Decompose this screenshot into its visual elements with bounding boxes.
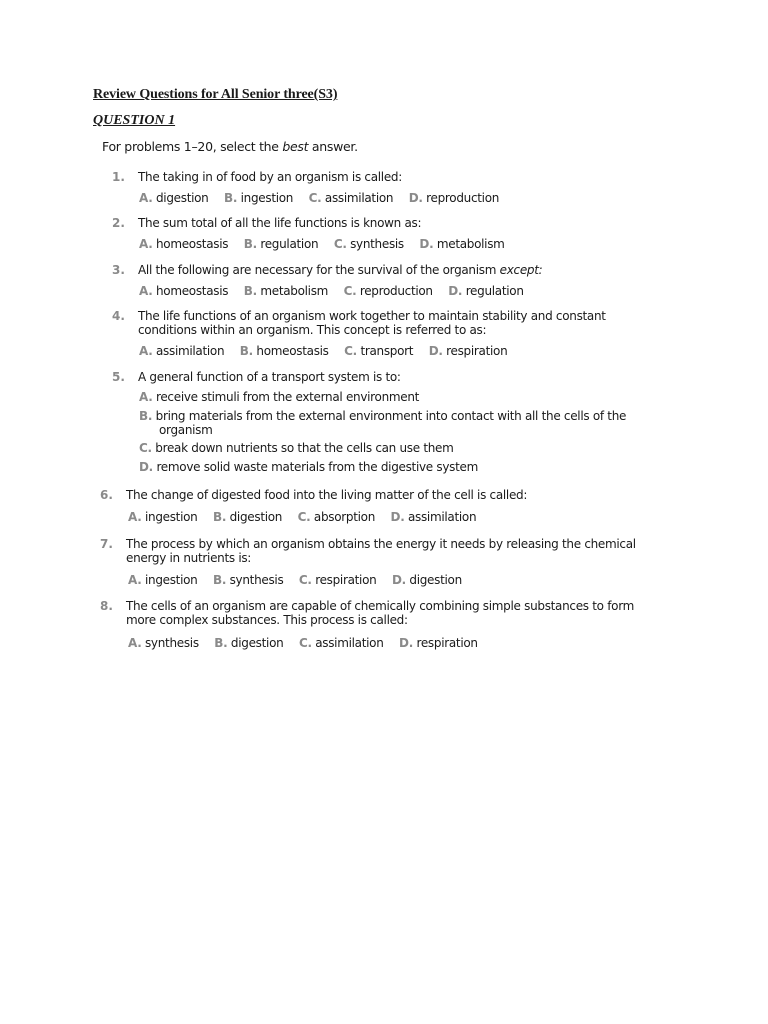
answer-options (139, 284, 536, 298)
option-text: assimilation (407, 510, 477, 524)
option-b[interactable] (244, 284, 328, 298)
option-c[interactable] (334, 237, 404, 251)
question-number: 5. (112, 370, 125, 384)
option-letter: C. (344, 344, 357, 358)
option-d[interactable] (139, 460, 659, 474)
question-number: 8. (100, 599, 113, 613)
option-b[interactable] (213, 573, 283, 587)
answer-options (139, 237, 517, 251)
option-text-continued: organism (159, 423, 213, 437)
option-d[interactable] (429, 344, 508, 358)
option-letter: C. (298, 636, 312, 650)
option-letter: D. (391, 573, 406, 587)
question-text (138, 263, 542, 277)
instructions-text: For problems 1–20, select the (102, 139, 283, 154)
option-letter: C. (297, 510, 311, 524)
option-letter: D. (399, 636, 413, 650)
option-text: digestion (230, 636, 284, 650)
option-text: synthesis (229, 573, 284, 587)
option-c[interactable] (298, 510, 375, 524)
option-text: synthesis (144, 636, 199, 650)
option-text: regulation (260, 237, 319, 251)
instructions-text-end: answer. (308, 139, 358, 154)
option-text: transport (360, 344, 414, 358)
option-text: respiration (315, 573, 377, 587)
question-text-line-1: The life functions of an organism work together to maintain stability and constant (138, 309, 606, 323)
option-letter: C. (343, 284, 357, 298)
option-letter: D. (139, 460, 153, 474)
option-text: homeostasis (155, 284, 229, 298)
option-text: ingestion (144, 573, 198, 587)
answer-options (139, 344, 519, 358)
option-text: reproduction (426, 191, 500, 205)
option-text: remove solid waste materials from the digestive system (156, 460, 478, 474)
option-c[interactable] (299, 573, 377, 587)
option-text: bring materials from the external environment into contact with all the cells of the (155, 409, 627, 423)
question-number: 6. (100, 488, 113, 502)
option-d[interactable] (392, 573, 462, 587)
answer-options (139, 191, 511, 205)
question-text-line-2: conditions within an organism. This concept is referred to as: (138, 323, 487, 337)
option-letter: A. (139, 344, 153, 358)
option-letter: D. (408, 191, 423, 205)
option-c[interactable] (299, 636, 384, 650)
option-b[interactable] (139, 409, 659, 437)
section-heading: QUESTION 1 (93, 113, 176, 128)
option-b[interactable] (244, 237, 319, 251)
question-text (138, 309, 606, 337)
option-letter: A. (139, 390, 153, 404)
question-text-line-2: energy in nutrients is: (126, 551, 252, 565)
option-letter: B. (139, 409, 153, 423)
question-text-line-2: more complex substances. This process is called: (126, 613, 408, 627)
option-letter: C. (298, 573, 312, 587)
option-letter: D. (419, 237, 434, 251)
option-b[interactable] (224, 191, 293, 205)
option-letter: B. (212, 510, 227, 524)
option-text: metabolism (436, 237, 505, 251)
option-text: homeostasis (155, 237, 229, 251)
option-a[interactable] (128, 510, 197, 524)
option-a[interactable] (139, 284, 228, 298)
question-number: 1. (112, 170, 125, 184)
document-title: Review Questions for All Senior three(S3) (93, 87, 338, 102)
option-text: receive stimuli from the external environment (155, 390, 420, 404)
answer-options (128, 636, 490, 650)
option-letter: D. (390, 510, 405, 524)
question-number: 7. (100, 537, 113, 551)
option-letter: C. (139, 441, 152, 455)
question-text (126, 537, 636, 565)
answer-options (128, 510, 488, 524)
option-d[interactable] (399, 636, 478, 650)
option-letter: B. (243, 237, 257, 251)
option-letter: B. (243, 284, 257, 298)
option-a[interactable] (139, 344, 224, 358)
option-text: respiration (416, 636, 478, 650)
question-text-emphasis: except: (499, 263, 543, 277)
question-text: A general function of a transport system is to: (138, 370, 401, 384)
question-number: 3. (112, 263, 125, 277)
option-text: assimilation (315, 636, 384, 650)
option-b[interactable] (214, 636, 283, 650)
option-d[interactable] (409, 191, 499, 205)
option-letter: A. (128, 573, 142, 587)
option-c[interactable] (309, 191, 394, 205)
option-letter: C. (333, 237, 347, 251)
option-a[interactable] (139, 237, 228, 251)
option-text: digestion (229, 510, 283, 524)
question-text-line-1: The cells of an organism are capable of chemically combining simple substances to form (126, 599, 635, 613)
option-text: reproduction (359, 284, 433, 298)
option-letter: B. (214, 636, 228, 650)
option-text: ingestion (240, 191, 294, 205)
question-number: 2. (112, 216, 125, 230)
option-letter: A. (139, 237, 153, 251)
answer-options (128, 573, 474, 587)
option-text: synthesis (350, 237, 404, 251)
option-text: break down nutrients so that the cells can use them (155, 441, 454, 455)
option-text: ingestion (144, 510, 198, 524)
question-text (126, 599, 634, 627)
option-letter: A. (128, 636, 142, 650)
question-text: The change of digested food into the living matter of the cell is called: (126, 488, 528, 502)
question-text: The sum total of all the life functions is known as: (138, 216, 422, 230)
option-text: regulation (465, 284, 524, 298)
option-letter: D. (448, 284, 463, 298)
option-text: digestion (409, 573, 462, 587)
instructions-emphasis: best (282, 139, 309, 154)
option-b[interactable] (213, 510, 282, 524)
option-letter: B. (212, 573, 227, 587)
option-text: assimilation (155, 344, 225, 358)
option-c[interactable] (139, 441, 659, 455)
option-text: metabolism (260, 284, 329, 298)
option-text: respiration (446, 344, 508, 358)
option-letter: A. (139, 284, 153, 298)
option-a[interactable] (128, 636, 199, 650)
option-text: homeostasis (256, 344, 329, 358)
question-text: The taking in of food by an organism is called: (138, 170, 402, 184)
option-letter: A. (139, 191, 153, 205)
option-letter: C. (308, 191, 322, 205)
option-a[interactable] (139, 191, 208, 205)
option-b[interactable] (240, 344, 329, 358)
option-text: absorption (313, 510, 376, 524)
question-text-main: All the following are necessary for the survival of the organism (138, 263, 500, 277)
option-letter: D. (428, 344, 443, 358)
option-c[interactable] (344, 284, 433, 298)
option-letter: B. (239, 344, 253, 358)
option-a[interactable] (139, 390, 659, 404)
instructions (102, 139, 358, 154)
option-c[interactable] (344, 344, 413, 358)
option-d[interactable] (391, 510, 477, 524)
question-text-line-1: The process by which an organism obtains the energy it needs by releasing the chemical (126, 537, 636, 551)
option-text: digestion (155, 191, 209, 205)
option-d[interactable] (419, 237, 504, 251)
option-d[interactable] (448, 284, 523, 298)
option-letter: A. (128, 510, 142, 524)
option-letter: B. (224, 191, 238, 205)
option-a[interactable] (128, 573, 197, 587)
option-text: assimilation (324, 191, 394, 205)
question-number: 4. (112, 309, 125, 323)
